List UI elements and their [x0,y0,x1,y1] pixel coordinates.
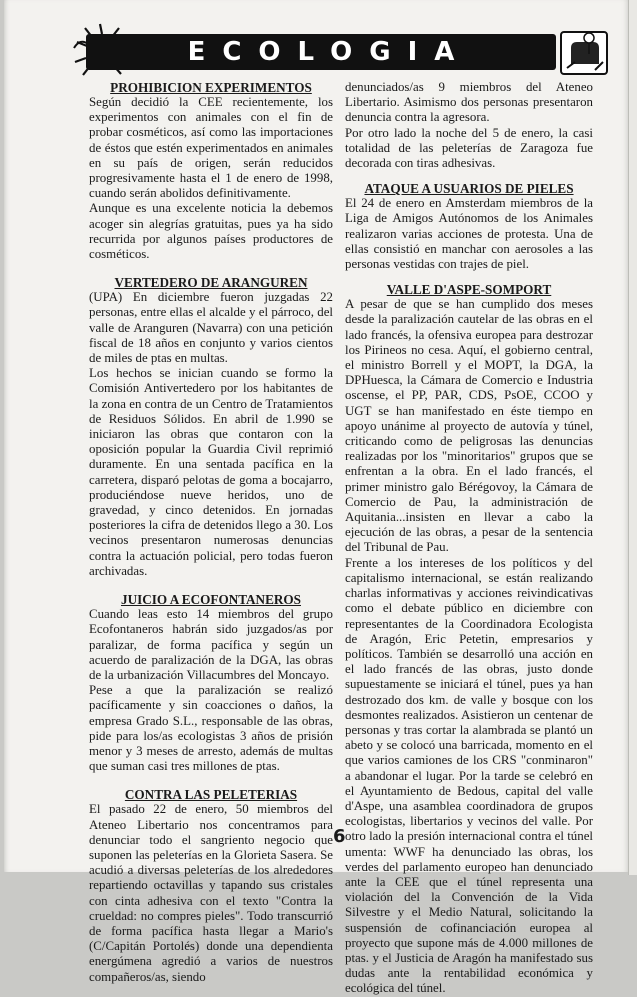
section-banner [86,34,556,70]
article-peleterias [89,787,333,984]
article-paragraph: Los hechos se inician cuando se formo la Comisión Antivertedero por los habitantes de la zona en contra de un Centro de Tratamientos de Residuos Sólidos. En abril de 1.990 se iniciaron las obras que contaron con la oposición popular la Guardia Civil reprimió duramente. En una sentada pacífica en la carretera, disparó pelotas de goma a bocajarro, produciéndose nueve heridos, uno de gravedad, y cinco detenidos. En jornadas posteriores la cifra de detenidos llego a 30. Los vecinos presentaron numerosas denuncias contra la actuación policial, pero todas fueron archivadas. [89,366,333,578]
article-heading: JUICIO A ECOFONTANEROS [120,592,301,608]
banner-title: ECOLOGIA [187,37,472,67]
article-prohibicion [89,80,333,262]
fist-flower-logo-icon [549,24,619,82]
article-paragraph: Cuando leas esto 14 miembros del grupo Ecofontaneros habrán sido juzgados/as por paralizar, de forma pacífica y según un acuerdo de paralización de la DGA, las obras de la urbanización Villacumbres del Moncayo. [89,607,333,682]
article-heading: VERTEDERO DE ARANGUREN [114,275,308,291]
article-paragraph: Según decidió la CEE recientemente, los experimentos con animales con el fin de probar cosméticos, así como las importaciones de éstos que estén experimentados en animales en su país de origen, serán reducidos progresivamente hasta el 1 de enero de 1998, cuando serán abolidos definitivamente. [89,95,333,201]
page-edge [628,0,637,875]
article-ecofontaneros [89,592,333,774]
article-heading: ATAQUE A USUARIOS DE PIELES [364,181,574,197]
article-peleterias-continued [345,80,593,171]
article-paragraph: A pesar de que se han cumplido dos meses desde la paralización cautelar de las obras en el lado francés, la ofensiva europea para destrozar los Pirineos no cesa. Aquí, el gobierno central, el ministro Borrell y el MOPT, la DGA, la DPHuesca, la Cámara de Comercio e Industria oscense, el PP, PAR, CDS, PsOE, CCOO y UGT se han manifestado en éste tiempo en apoyo unánime al proyecto de autovía y túnel, criticando como de peligrosas las denuncias realizadas por los "minoritarios" grupos que se enfrentan a la obra. En el lado francés, el primer ministro galo Bérégovoy, la Cámara de Comercio de Pau, la administración de Aquitania...insisten en llevar a cabo la ejecución de las obras, a pesar de la sentencia del Tribunal de Pau. [345,297,593,555]
article-paragraph: (UPA) En diciembre fueron juzgadas 22 personas, entre ellas el alcalde y el párroco, del valle de Aranguren (Navarra) con una petición fiscal de 18 años en conjunto y varios cientos de miles de ptas en multas. [89,290,333,366]
page-sheet [4,0,630,996]
article-paragraph: El 24 de enero en Amsterdam miembros de la Liga de Amigos Autónomos de los Animales realizaron varias acciones de protesta. Una de ellas consistió en manchar con aerosoles a las personas vestidas con trajes de piel. [345,196,593,272]
article-heading: VALLE D'ASPE-SOMPORT [386,282,552,298]
article-heading: PROHIBICION EXPERIMENTOS [110,80,312,95]
article-paragraph: Aunque es una excelente noticia la debemos acoger sin alegrías gratuitas, pues ya ha sido recurrida por algunos países productores de cosméticos. [89,201,333,262]
article-paragraph: El pasado 22 de enero, 50 miembros del Ateneo Libertario nos concentramos para denunciar todo el sangriento negocio que suponen las peleterías en la Glorieta Sasera. Se acudió a diversas peleterías de los alrededores repartiendo octavillas y tapando sus cristales con cinta adhesiva con el texto "Contra la crueldad: no compres pieles". Todo transcurrió de forma pacífica hasta llegar a Mario's (C/Capitán Portolés) donde una dependienta energúmena agredió a varios de nuestros compañeros/as, siendo [89,802,333,984]
article-valle-aspe [345,282,593,996]
article-heading: CONTRA LAS PELETERIAS [124,787,298,803]
article-paragraph: Frente a los intereses de los políticos y del capitalismo internacional, se están realizando charlas informativas y acciones reivindicativas como el debate público en diciembre con representantes de la Coordinadora Ecologista de Aragón, Eric Petetin, empresarios y políticos. También se desarrolló una acción en el lado francés de las obras, justo donde supuestamente se iniciará el túnel, pues ya han destrozado dos km. de valle y bosque con los desmontes realizados. Asistieron un centenar de personas y tras cortar la alambrada se plantó un abeto y se colocó una barricada, momento en el que varios camiones de los CRS "conminaron" a abandonar el lugar. Por la tarde se celebró en el Ayuntamiento de Bedous, capital del valle d'Aspe, una asamblea coordinadora de grupos ecologistas, libertarios y vecinos del valle. Por otro lado la presión internacional contra el túnel umenta: WWF ha denunciado las obras, los verdes del parlamento europeo han denunciado ante la CEE que el túnel representa una violación del la Convención de la Vida Silvestre y el Medio Natural, solicitando la suspensión de cofinanciación europea al proyecto que supone más de 4.000 millones de ptas. y el Justicia de Aragón ha manifestado sus dudas ante la rentabilidad económica y ecológica del túnel. [345,555,593,996]
left-column [89,80,333,985]
article-ataque [345,181,593,272]
article-paragraph: Pese a que la paralización se realizó pacíficamente y sin coacciones o daños, la empresa Grado S.L., responsable de las obras, pide para los/as ecologistas 3 años de prisión menor y 3 meses de arresto, además de multas que suman casi tres millones de ptas. [89,683,333,774]
article-paragraph: denunciados/as 9 miembros del Ateneo Libertario. Asimismo dos personas presentaron denuncia contra la agresora. [345,80,593,125]
right-column [345,80,593,997]
article-vertedero [89,275,333,579]
article-paragraph: Por otro lado la noche del 5 de enero, la casi totalidad de las peleterías de Zaragoza fue decorada con tiras adhesivas. [345,125,593,171]
page-number: 6 [333,826,346,847]
